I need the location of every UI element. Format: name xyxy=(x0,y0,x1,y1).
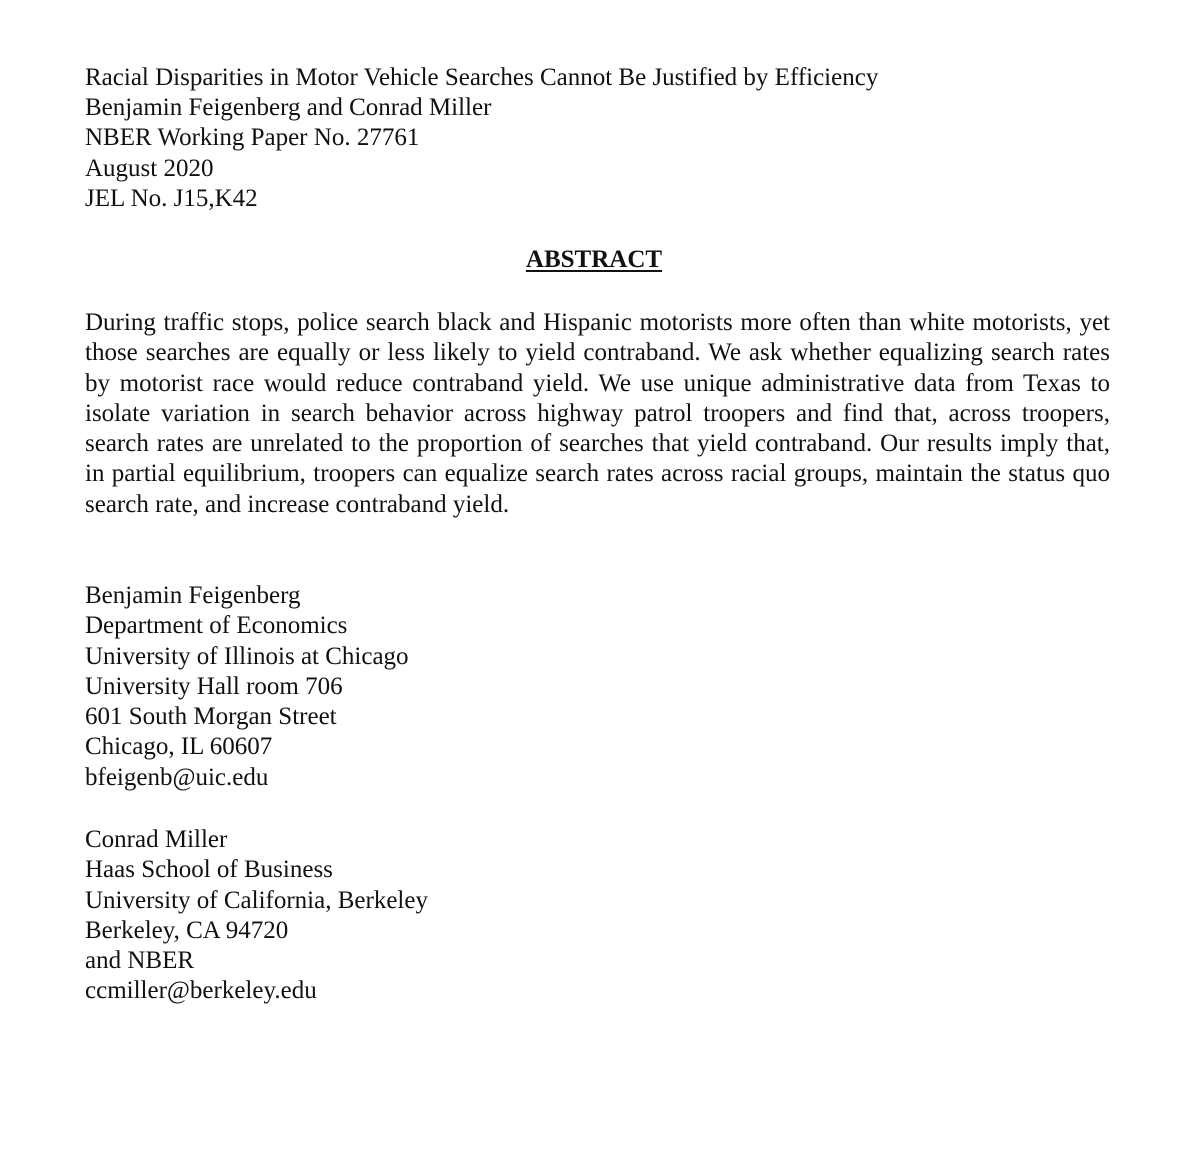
author-affiliation: and NBER xyxy=(85,947,195,975)
working-paper-number: NBER Working Paper No. 27761 xyxy=(85,124,420,152)
paper-header xyxy=(85,63,878,214)
author-address-block xyxy=(85,581,409,793)
jel-codes: JEL No. J15,K42 xyxy=(85,184,258,212)
author-name: Benjamin Feigenberg xyxy=(85,582,301,609)
author-institution: University of Illinois at Chicago xyxy=(85,642,409,670)
author-email: ccmiller@berkeley.edu xyxy=(85,977,317,1005)
author-name: Conrad Miller xyxy=(85,826,228,853)
author-institution: University of California, Berkeley xyxy=(85,886,428,914)
author-address-block xyxy=(85,825,428,1007)
abstract-text: During traffic stops, police search black and Hispanic motorists more often than white motorists, yet those searches are equally or less likely to yield contraband. We ask whether equalizing search rates by motorist race would reduce contraband yield. We use unique administrative data from Texas to isolate variation in search behavior across highway patrol troopers and find that, across troopers, search rates are unrelated to the proportion of searches that yield contraband. Our results imply that, in partial equilibrium, troopers can equalize search rates across racial groups, maintain the status quo search rate, and increase contraband yield. xyxy=(85,309,1110,518)
author-email: bfeigenb@uic.edu xyxy=(85,763,269,791)
author-city: Chicago, IL 60607 xyxy=(85,733,273,761)
author-department: Department of Economics xyxy=(85,612,348,640)
author-office: University Hall room 706 xyxy=(85,672,343,700)
author-city: Berkeley, CA 94720 xyxy=(85,916,289,944)
author-department: Haas School of Business xyxy=(85,856,333,884)
paper-title: Racial Disparities in Motor Vehicle Searches Cannot Be Justified by Efficiency xyxy=(85,64,879,91)
paper-authors: Benjamin Feigenberg and Conrad Miller xyxy=(85,94,492,122)
author-street: 601 South Morgan Street xyxy=(85,703,337,731)
publication-date: August 2020 xyxy=(85,154,214,182)
abstract-heading: ABSTRACT xyxy=(525,246,663,273)
